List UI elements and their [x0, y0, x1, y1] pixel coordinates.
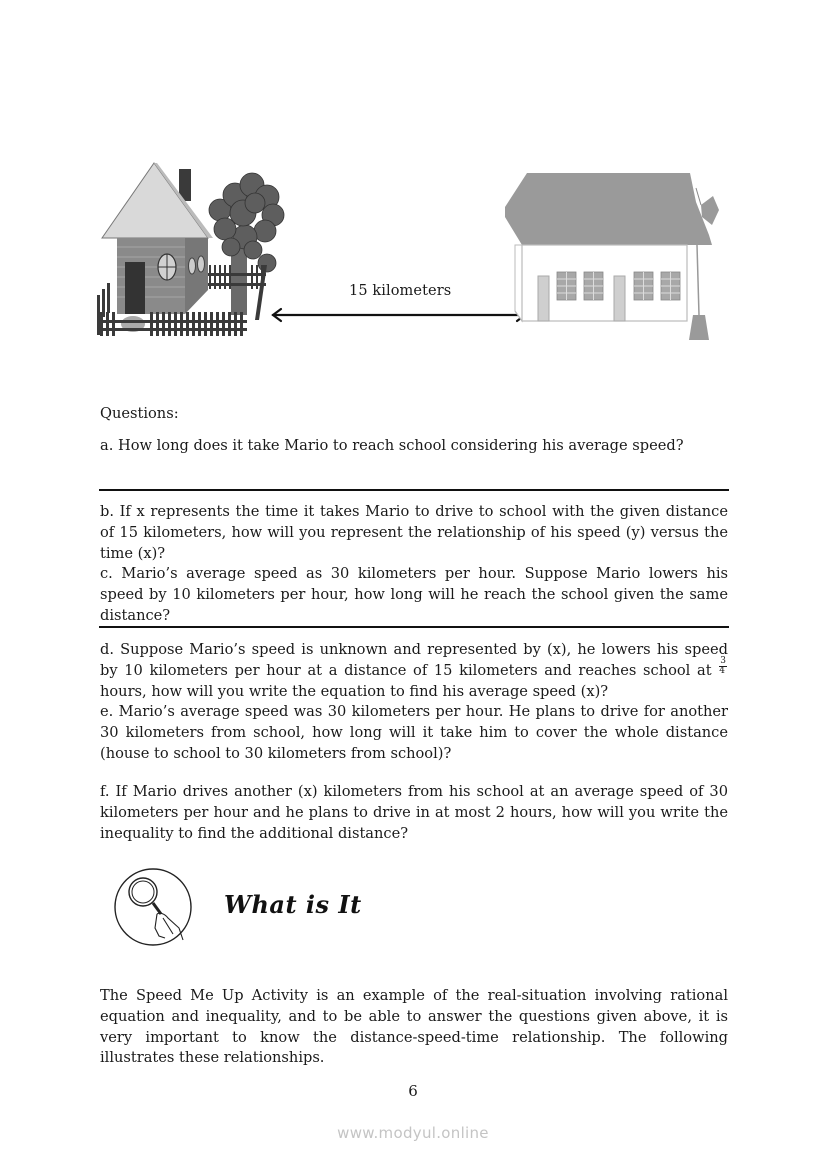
house-to-school-illustration: [95, 155, 735, 350]
answer-line-c: [99, 626, 729, 628]
watermark: www.modyul.online: [337, 1124, 489, 1142]
magnifying-glass-icon: [113, 862, 193, 952]
questions-b-c: [100, 502, 728, 627]
house-icon: [102, 163, 213, 332]
question-b: b. If x represents the time it takes Mario to drive to school with the given distance of 15 kilometers, how will you represent the relationship of his speed (y) versus the time (x)?: [100, 503, 728, 562]
body-paragraph: The Speed Me Up Activity is an example of the real-situation involving rational equation and inequality, and to be able to answer the questions given above, it is very important to know the distance-speed-time relationship. The following illustrates these relationships.: [100, 987, 728, 1067]
fraction-numerator: 3: [720, 656, 726, 667]
question-d-text-start: d. Suppose Mario’s speed is unknown and represented by (x), he lowers his speed by 10 kilometers per hour at a distance of 15 kilometers and reaches school at: [100, 641, 728, 679]
question-d-text-end: hours, how will you write the equation to find his average speed (x)?: [100, 682, 609, 700]
question-e: e. Mario’s average speed was 30 kilometers per hour. He plans to drive for another 30 kilometers from school, how long will it take him to cover the whole distance (house to school to 30 kilometers from school)?: [100, 703, 728, 762]
school-icon: [505, 173, 719, 340]
tree-icon: [209, 173, 284, 315]
questions-d-e: [100, 640, 728, 765]
fraction-three-fourths: [719, 657, 727, 676]
answer-line-a: [99, 489, 729, 491]
question-d: [100, 640, 728, 702]
double-arrow-icon: [273, 309, 525, 321]
page-number: 6: [408, 1082, 418, 1100]
question-c: c. Mario’s average speed as 30 kilometers per hour. Suppose Mario lowers his speed by 10 kilometers per hour, how long will he reach the school given the same distance?: [100, 565, 728, 624]
questions-heading: Questions:: [100, 405, 179, 422]
question-f: f. If Mario drives another (x) kilometers from his school at an average speed of 30 kilometers per hour and he plans to drive in at most 2 hours, how will you write the inequality to find the additional distance?: [100, 783, 728, 842]
question-a: a. How long does it take Mario to reach school considering his average speed?: [100, 437, 684, 454]
distance-label: 15 kilometers: [349, 283, 452, 299]
fraction-denominator: 4: [719, 666, 725, 677]
section-title: What is It: [224, 890, 362, 919]
